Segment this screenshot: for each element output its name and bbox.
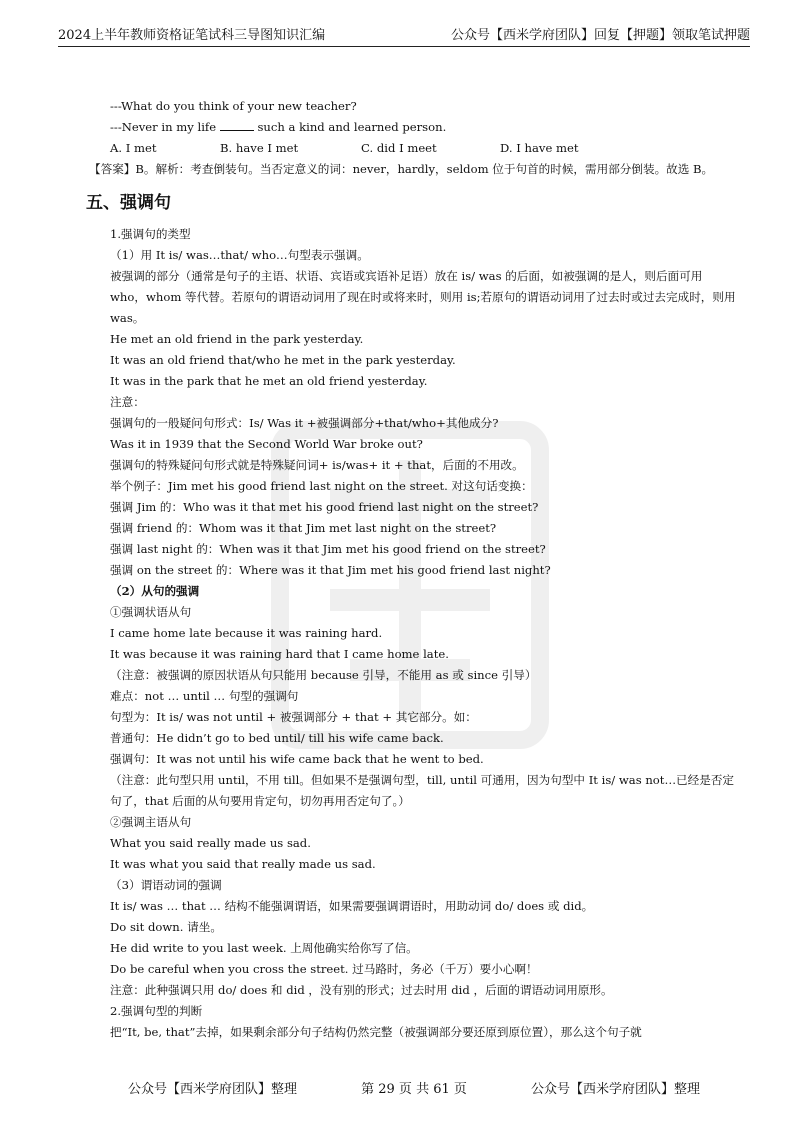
answer-explanation: 【答案】B。解析：考查倒装句。当否定意义的词：never，hardly，seldom 位于句首的时候，需用部分倒装。故选 B。 xyxy=(89,162,714,176)
footer-left: 公众号【西米学府团队】整理 xyxy=(128,1082,298,1097)
text-line: He did write to you last week. 上周他确实给你写了信。 xyxy=(110,941,418,955)
text-line: （注意：被强调的原因状语从句只能用 because 引导，不能用 as 或 since 引导） xyxy=(110,668,537,682)
subheading: （2）从句的强调 xyxy=(110,584,200,598)
text-line: Was it in 1939 that the Second World War broke out? xyxy=(110,437,423,451)
option-b: B. have I met xyxy=(220,141,299,155)
page-number: 第 29 页 共 61 页 xyxy=(361,1082,467,1097)
text-line: 举个例子：Jim met his good friend last night on the street. 对这句话变换： xyxy=(110,479,533,493)
text-line: 句型为：It is/ was not until + 被强调部分 + that + 其它部分。如： xyxy=(110,710,477,724)
text-line: It was an old friend that/who he met in the park yesterday. xyxy=(110,353,456,367)
text-line: 强调 Jim 的：Who was it that met his good friend last night on the street? xyxy=(110,500,539,514)
text-line: It was what you said that really made us sad. xyxy=(110,857,376,871)
question-options xyxy=(110,138,725,159)
question-prompt: ---What do you think of your new teacher? xyxy=(110,99,357,113)
header-title: 2024上半年教师资格证笔试科三导图知识汇编 xyxy=(58,28,326,43)
text-line: It is/ was … that … 结构不能强调谓语，如果需要强调谓语时，用助动词 do/ does 或 did。 xyxy=(110,899,594,913)
page-header xyxy=(58,24,750,47)
text-line: 1.强调句的类型 xyxy=(110,227,191,241)
text-paragraph: 被强调的部分（通常是句子的主语、状语、宾语或宾语补足语）放在 is/ was 的后面，如被强调的是人，则后面可用 who，whom 等代替。若原句的谓语动词用了现在时或将来时，则用 is;若原句的谓语动词用了过去时或过去完成时，则用 was。 xyxy=(110,269,736,325)
text-line: What you said really made us sad. xyxy=(110,836,311,850)
text-line: It was because it was raining hard that I came home late. xyxy=(110,647,449,661)
text-line: I came home late because it was raining hard. xyxy=(110,626,383,640)
text-line: 注意： xyxy=(110,395,145,409)
section-title: 五、强调句 xyxy=(86,193,171,213)
answer-blank xyxy=(220,118,254,131)
page-footer xyxy=(128,1078,700,1097)
text-line: ①强调状语从句 xyxy=(110,605,192,619)
text-line: 把“It, be, that”去掉，如果剩余部分句子结构仍然完整（被强调部分要还原到原位置），那么这个句子就 xyxy=(110,1025,642,1039)
option-a: A. I met xyxy=(110,141,157,155)
text-line: 注意：此种强调只用 do/ does 和 did ，没有别的形式；过去时用 did ，后面的谓语动词用原形。 xyxy=(110,983,613,997)
text-paragraph: （注意：此句型只用 until，不用 till。但如果不是强调句型，till, until 可通用，因为句型中 It is/ was not…已经是否定句了，that 后面的从句要用肯定句，切勿再用否定句了。） xyxy=(110,773,735,808)
text-line: 强调 last night 的：When was it that Jim met his good friend on the street? xyxy=(110,542,546,556)
text-line: 强调 friend 的：Whom was it that Jim met last night on the street? xyxy=(110,521,497,535)
text-line: 普通句：He didn’t go to bed until/ till his wife came back. xyxy=(110,731,444,745)
text-line: 2.强调句型的判断 xyxy=(110,1004,203,1018)
text-line: （1）用 It is/ was…that/ who…句型表示强调。 xyxy=(110,248,369,262)
text-line: It was in the park that he met an old friend yesterday. xyxy=(110,374,428,388)
text-line: ②强调主语从句 xyxy=(110,815,192,829)
text-line: 强调句：It was not until his wife came back that he went to bed. xyxy=(110,752,484,766)
stem-after: such a kind and learned person. xyxy=(257,120,447,134)
text-line: 强调 on the street 的：Where was it that Jim met his good friend last night? xyxy=(110,563,551,577)
text-line: Do be careful when you cross the street. 过马路时，务必（千万）要小心啊！ xyxy=(110,962,538,976)
text-line: He met an old friend in the park yesterday. xyxy=(110,332,364,346)
footer-right: 公众号【西米学府团队】整理 xyxy=(530,1082,700,1097)
text-line: 强调句的一般疑问句形式：Is/ Was it +被强调部分+that/who+其他成分? xyxy=(110,416,499,430)
header-promo: 公众号【西米学府团队】回复【押题】领取笔试押题 xyxy=(450,28,750,43)
text-line: Do sit down. 请坐。 xyxy=(110,920,222,934)
text-line: 难点：not … until … 句型的强调句 xyxy=(110,689,299,703)
stem-before: ---Never in my life xyxy=(110,120,217,134)
page-content xyxy=(86,96,736,1043)
option-d: D. I have met xyxy=(500,141,579,155)
question-stem xyxy=(110,117,725,138)
option-c: C. did I meet xyxy=(361,141,437,155)
text-line: 强调句的特殊疑问句形式就是特殊疑问词+ is/was+ it + that，后面的不用改。 xyxy=(110,458,524,472)
text-line: （3）谓语动词的强调 xyxy=(110,878,222,892)
